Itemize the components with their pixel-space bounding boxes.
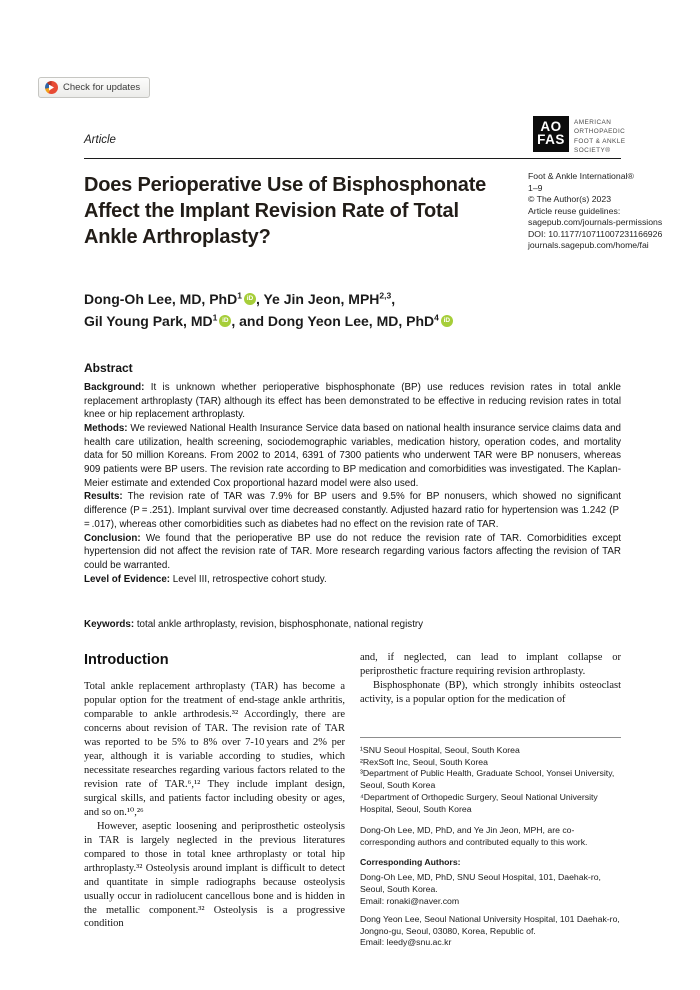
corresponding-author (360, 914, 621, 949)
aofas-org-line: FOOT & ANKLE (574, 137, 626, 145)
journal-meta-line: journals.sagepub.com/home/fai (528, 240, 649, 251)
orcid-icon[interactable]: iD (244, 293, 256, 305)
corresponding-authors-heading: Corresponding Authors: (360, 857, 461, 868)
abstract-section (84, 381, 621, 422)
check-for-updates-button[interactable] (38, 77, 150, 98)
abstract-section-label: Results: (84, 491, 123, 503)
author-affiliation-sup: 1 (212, 312, 218, 323)
orcid-icon[interactable]: iD (441, 315, 453, 327)
corresponding-author (360, 872, 621, 907)
page-title (84, 172, 554, 250)
abstract-sections (84, 381, 621, 587)
abstract-section-label: Conclusion: (84, 532, 141, 544)
aofas-logo-box (533, 116, 569, 152)
author-name: , Ye Jin Jeon, MPH (255, 291, 380, 307)
abstract-section-text: Level III, retrospective cohort study. (170, 573, 327, 585)
intro-paragraph: Total ankle replacement arthroplasty (TAR) has become a popular option for the treatment of end-stage ankle arthritis, comparable to ankle arthrodesis.³² Accordingly, there are concerns about revision of TAR. The revision rate of TAR was reported to be 5% to 8% over 7-10 years and 2% per year, although it is variable according to studies, which necessitate researches regarding various factors related to the revision rate of TAR.⁶,¹² They include implant design, surgical skills, and patients factor including obesity or ages, and so on.¹⁰,²⁶ (84, 681, 345, 818)
page-title-line: Ankle Arthroplasty? (84, 226, 271, 248)
abstract-section-label: Background: (84, 381, 145, 393)
aofas-org-line: AMERICAN (574, 119, 612, 126)
aofas-org-line: SOCIETY® (574, 146, 611, 154)
crossmark-icon (45, 81, 58, 94)
abstract-section (84, 532, 621, 573)
affiliation-item: ¹SNU Seoul Hospital, Seoul, South Korea (360, 744, 520, 755)
introduction-heading: Introduction (84, 652, 169, 668)
author-line (84, 311, 453, 333)
corresponding-authors (360, 872, 621, 949)
right-column-paragraphs (360, 651, 621, 707)
corresponding-author-address: Dong-Oh Lee, MD, PhD, SNU Seoul Hospital, 101, Daehak-ro, Seoul, South Korea. (360, 872, 601, 895)
aofas-logo-abbr-line: FAS (537, 132, 565, 147)
corresponding-author-email: Email: ronaki@naver.com (360, 895, 460, 906)
article-type-label: Article (84, 134, 116, 146)
journal-meta-line: DOI: 10.1177/10711007231166926 (528, 228, 663, 239)
abstract-section-text: The revision rate of TAR was 7.9% for BP users and 9.5% for BP nonusers, which showed no significant difference (P = .251). Implant survival over time decreased constantly. Adjusted hazard ratio for hypertension was 1.242 (P = .017), whereas other comorbidities such as diabetes had no effect on the revision rate of TAR. (84, 491, 621, 530)
abstract-section (84, 422, 621, 491)
keywords-text: total ankle arthroplasty, revision, bisphosphonate, national registry (134, 619, 424, 630)
corresponding-author-email: Email: leedy@snu.ac.kr (360, 937, 452, 948)
aofas-org-line: ORTHOPAEDIC (574, 128, 626, 136)
body-paragraph: and, if neglected, can lead to implant collapse or periprosthetic fracture requiring revision arthroplasty. (360, 652, 621, 677)
corresponding-author-address: Dong Yeon Lee, Seoul National University Hospital, 101 Daehak-ro, Jongno-gu, Seoul, 03080, Korea, Republic of. (360, 913, 620, 936)
contribution-note: Dong-Oh Lee, MD, PhD, and Ye Jin Jeon, MPH, are co-corresponding authors and contributed equally to this work. (360, 824, 588, 847)
journal-meta-line: Foot & Ankle International® (528, 171, 634, 181)
author-affiliation-sup: 1 (237, 290, 242, 301)
journal-meta-line: © The Author(s) 2023 (528, 194, 612, 205)
abstract-heading: Abstract (84, 361, 133, 375)
keywords-label: Keywords: (84, 619, 135, 630)
author-affiliation-sup: 4 (434, 312, 439, 323)
right-column (360, 651, 621, 955)
keywords (84, 619, 621, 630)
abstract-section-text: We found that the perioperative BP use do not reduce the revision rate of TAR. Comorbidities except hypertension did not affect the revision rate of TAR. More research regarding various factors affecting the revision of TAR could be warranted. (84, 532, 621, 571)
aofas-logo-abbr-line: AO (540, 119, 562, 135)
author-line-tail: , (391, 291, 396, 307)
orcid-icon[interactable]: iD (219, 315, 231, 327)
affiliation-item: ³Department of Public Health, Graduate School, Yonsei University, Seoul, South Korea (360, 768, 615, 791)
intro-paragraph: However, aseptic loosening and periprosthetic osteolysis in TAR is largely neglected in the previous literatures compared to those in total knee arthroplasty or total hip arthroplasty.³² Osteolysis around implant is difficult to detect and quantitate in simple radiographs because osteolysis usually occur in radiolucent cancellous bone and is hidden in the metallic component.³² Osteolysis is a progressive condition (84, 820, 345, 930)
abstract-section (84, 490, 621, 531)
header-divider (84, 158, 621, 159)
journal-meta-line: sagepub.com/journals-permissions (528, 217, 663, 228)
abstract (84, 360, 621, 586)
page-title-line: Affect the Implant Revision Rate of Total (84, 200, 459, 222)
abstract-section-label: Level of Evidence: (84, 573, 171, 585)
journal-meta-line: 1–9 (528, 182, 543, 193)
affiliations (360, 745, 621, 816)
affiliation-item: ²RexSoft Inc, Seoul, South Korea (360, 756, 488, 767)
aofas-logo (533, 116, 625, 155)
abstract-section-text: We reviewed National Health Insurance Service data based on national health insurance service claims data and health care utilization, health screening, sociodemographic variables, medication history, operation codes, and mortality data for 50 million Koreans. From 2002 to 2014, 6391 of 7300 patients who underwent TAR were BP nonusers, whereas 909 patients were BP users. The revision rate according to BP medication and comorbidities was investigated. The Kaplan-Meier estimate and extended Cox proportional hazard model were also used. (84, 422, 621, 489)
left-column (84, 651, 345, 955)
introduction-paragraphs (84, 680, 345, 931)
body-columns (84, 651, 621, 955)
journal-meta-line: Article reuse guidelines: (528, 205, 621, 216)
authors (84, 289, 453, 332)
body-paragraph: Bisphosphonate (BP), which strongly inhibits osteoclast activity, is a popular option for the medication of (360, 679, 621, 705)
page-title-line: Does Perioperative Use of Bisphosphonate (84, 174, 487, 196)
author-name: , and Dong Yeon Lee, MD, PhD (231, 312, 435, 329)
author-line (84, 289, 453, 311)
footnote-block (360, 737, 621, 949)
affiliation-item: ⁴Department of Orthopedic Surgery, Seoul National University Hospital, Seoul, South Korea (360, 792, 598, 814)
author-name: Dong-Oh Lee, MD, PhD (84, 291, 238, 307)
journal-meta (528, 171, 698, 252)
check-for-updates-label: Check for updates (63, 82, 141, 93)
author-name: Gil Young Park, MD (84, 312, 213, 329)
author-affiliation-sup: 2,3 (379, 290, 392, 301)
abstract-section-text: It is unknown whether perioperative bisphosphonate (BP) use reduces revision rates in total ankle replacement arthroplasty (TAR) although its effect has been demonstrated to be effective in reducing revision rates in total knee or hip replacement arthroplasty. (84, 381, 621, 421)
abstract-section-label: Methods: (84, 422, 128, 434)
abstract-section (84, 573, 621, 587)
aofas-org-name (574, 116, 625, 155)
